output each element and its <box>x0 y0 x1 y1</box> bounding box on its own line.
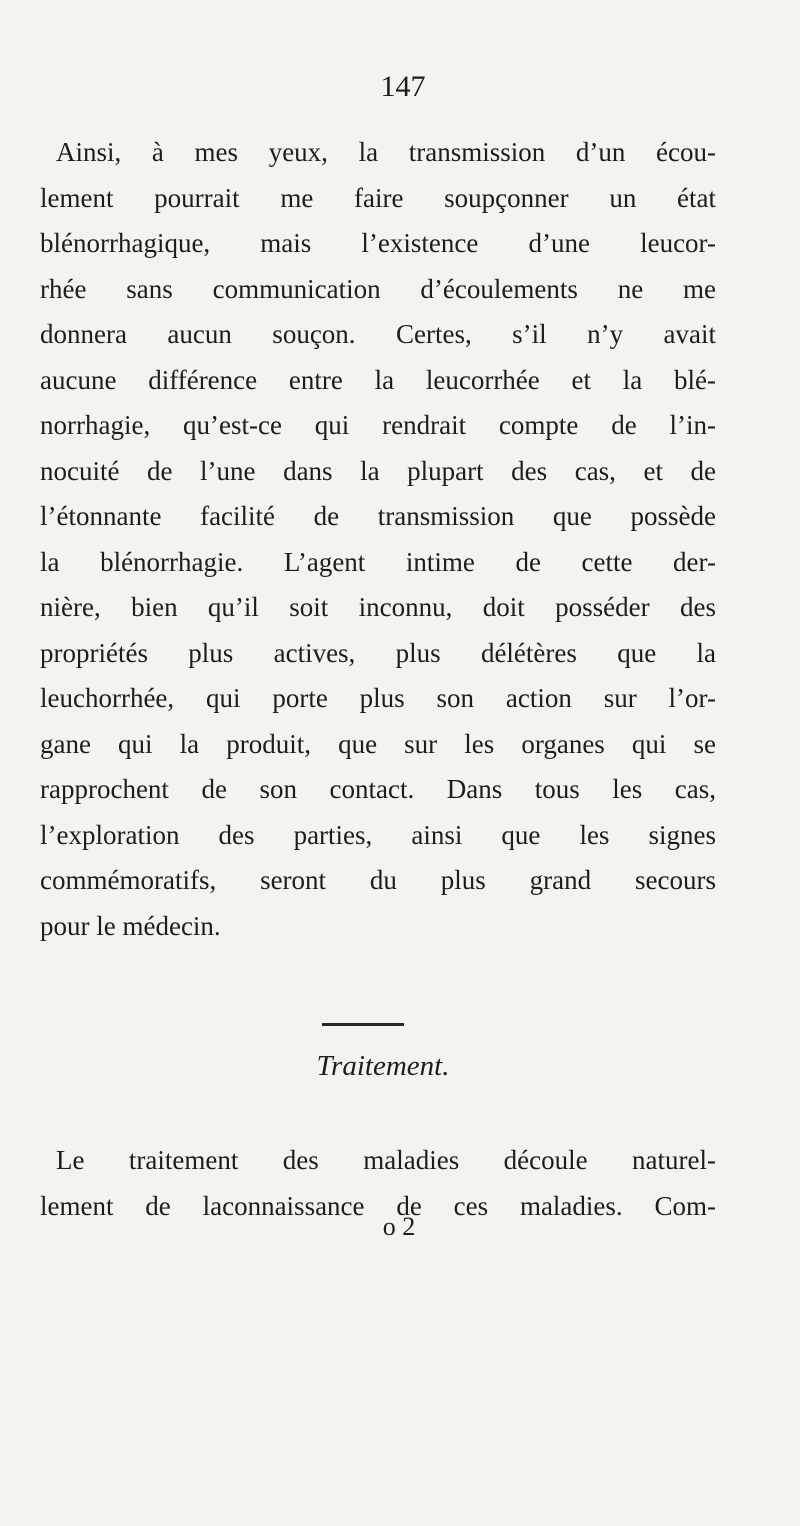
section-heading <box>0 1036 800 1096</box>
text-line: blénorrhagique, mais l’existence d’une leucor- <box>40 228 716 258</box>
paragraph-diagnosis <box>40 130 716 949</box>
text-line: nocuité de l’une dans la plupart des cas, et de <box>40 455 716 486</box>
text-line: lement de laconnaissance de ces maladies. Com- <box>40 1190 716 1221</box>
text-line: leuchorrhée, qui porte plus son action sur l’or- <box>40 683 716 713</box>
text-line: norrhagie, qu’est-ce qui rendrait compte de l’in- <box>40 410 716 440</box>
printer-signature-mark <box>0 1212 800 1242</box>
text-line: rhée sans communication d’écoulements ne me <box>40 273 716 304</box>
text-line: pour le médecin. <box>40 910 221 941</box>
page-number: 147 <box>380 70 426 103</box>
text-line: l’étonnante facilité de transmission que possède <box>40 501 716 531</box>
text-line: propriétés plus actives, plus délétères que la <box>40 637 716 668</box>
text-line: aucune différence entre la leucorrhée et la blé- <box>40 364 716 395</box>
text-line: gane qui la produit, que sur les organes qui se <box>40 728 716 759</box>
signature-mark-text: o 2 <box>382 1212 416 1241</box>
text-line: la blénorrhagie. L’agent intime de cette der- <box>40 546 716 577</box>
text-line: Ainsi, à mes yeux, la transmission d’un écou- <box>56 137 716 167</box>
text-line: Le traitement des maladies découle naturel- <box>56 1145 716 1175</box>
section-heading-text: Traitement. <box>316 1050 450 1082</box>
text-line: l’exploration des parties, ainsi que les signes <box>40 819 716 850</box>
text-line: nière, bien qu’il soit inconnu, doit posséder des <box>40 592 716 622</box>
section-separator-rule <box>322 1023 404 1026</box>
text-line: commémoratifs, seront du plus grand secours <box>40 865 716 895</box>
text-line: lement pourrait me faire soupçonner un état <box>40 182 716 213</box>
text-line: donnera aucun souçon. Certes, s’il n’y avait <box>40 319 716 349</box>
text-line: rapprochent de son contact. Dans tous les cas, <box>40 774 716 804</box>
